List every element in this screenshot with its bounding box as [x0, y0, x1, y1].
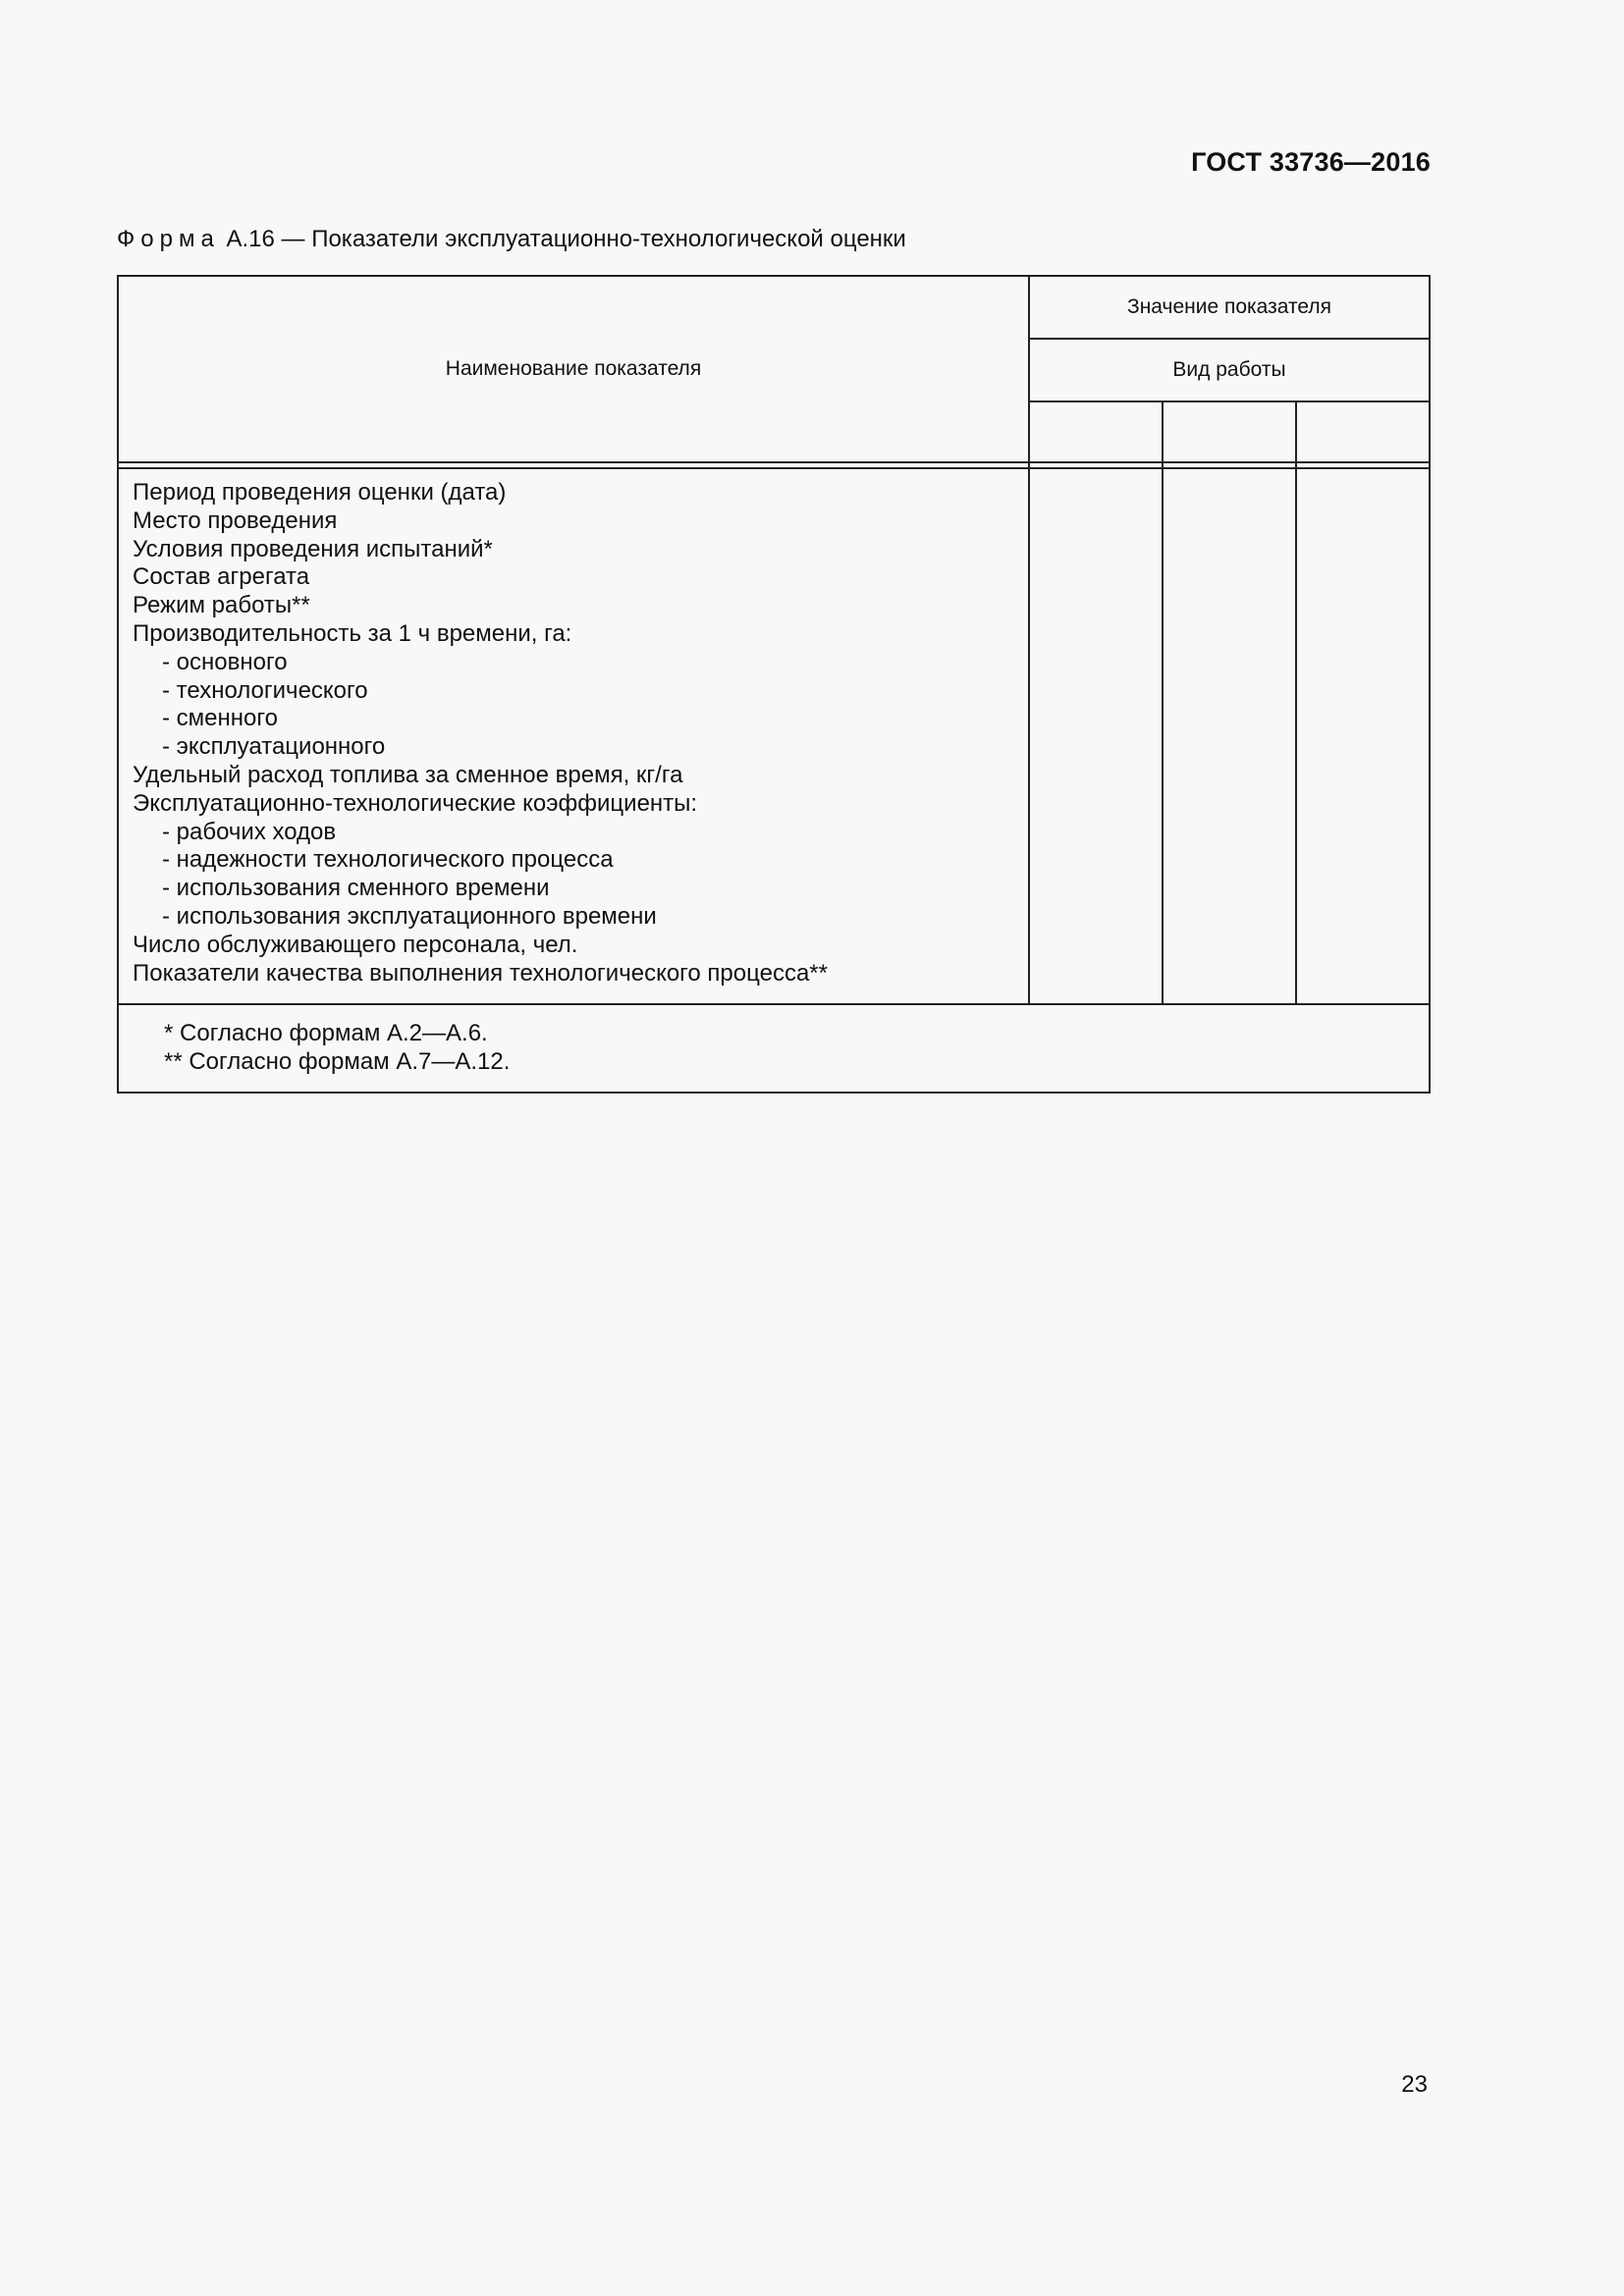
- form-title-text: Показатели эксплуатационно-технологической оценки: [311, 226, 906, 252]
- indicator-subitem: - технологического: [162, 676, 368, 704]
- document-code: ГОСТ 33736—2016: [1191, 147, 1431, 177]
- indicator-item: Число обслуживающего персонала, чел.: [133, 931, 578, 958]
- form-number: А.16: [226, 226, 275, 252]
- indicator-subitem: - использования сменного времени: [162, 875, 550, 902]
- indicator-subitem: - рабочих ходов: [162, 818, 337, 845]
- footnote: * Согласно формам А.2—А.6.: [164, 1020, 488, 1047]
- indicator-item: Место проведения: [133, 507, 338, 534]
- indicator-item: Показатели качества выполнения технологического процесса**: [133, 959, 828, 987]
- indicator-subitem: - использования эксплуатационного времени: [162, 902, 657, 930]
- indicator-item: Условия проведения испытаний*: [133, 535, 493, 562]
- footnote: ** Согласно формам А.7—А.12.: [164, 1048, 511, 1076]
- indicator-item: Период проведения оценки (дата): [133, 479, 507, 506]
- work-type-cell-3[interactable]: [1296, 401, 1430, 462]
- value-cell-3[interactable]: [1296, 468, 1430, 1004]
- indicator-subitem: - сменного: [162, 705, 278, 732]
- indicator-item: Режим работы**: [133, 592, 310, 619]
- indicator-item: Производительность за 1 ч времени, га:: [133, 619, 572, 647]
- page-number: 23: [1401, 2071, 1428, 2098]
- indicator-item: Состав агрегата: [133, 563, 310, 591]
- form-title: [117, 226, 906, 253]
- table-footnotes: [118, 1004, 1430, 1093]
- value-cell-2[interactable]: [1163, 468, 1296, 1004]
- value-cell-1[interactable]: [1029, 468, 1163, 1004]
- work-type-cell-2[interactable]: [1163, 401, 1296, 462]
- indicator-item: Эксплуатационно-технологические коэффициенты:: [133, 789, 698, 817]
- indicator-item: Удельный расход топлива за сменное время, кг/га: [133, 761, 683, 788]
- indicator-subitem: - надежности технологического процесса: [162, 846, 614, 874]
- indicators-table: [117, 275, 1431, 1094]
- column-header-indicator-name: Наименование показателя: [118, 276, 1029, 462]
- indicator-subitem: - эксплуатационного: [162, 733, 386, 761]
- form-dash: —: [281, 226, 305, 252]
- form-label: Форма: [117, 226, 220, 252]
- indicator-subitem: - основного: [162, 648, 288, 675]
- column-header-work-type: Вид работы: [1029, 339, 1430, 401]
- indicator-list: [118, 468, 1029, 1004]
- work-type-cell-1[interactable]: [1029, 401, 1163, 462]
- column-header-indicator-value: Значение показателя: [1029, 276, 1430, 339]
